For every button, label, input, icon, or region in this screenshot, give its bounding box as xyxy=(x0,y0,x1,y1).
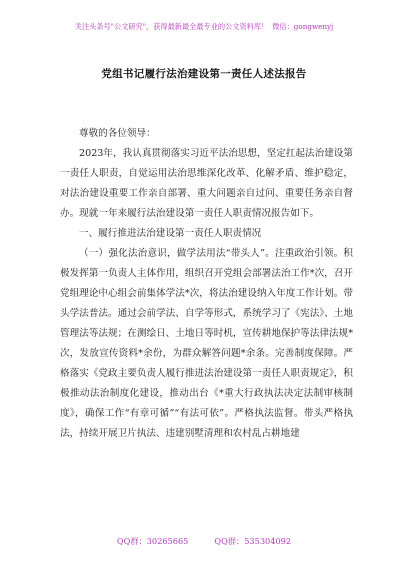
footer-qq-group-1: QQ群：30265665 xyxy=(116,536,189,546)
header-banner xyxy=(0,22,408,32)
paragraph-section-1: （一）强化法治意识，做学法用法“带头人”。注重政治引领。积极发挥第一负责人主体作用，组织召开党组会部署法治工作*次，召开党组理论中心组会前集体学法*次，将法治建设纳入年度工作计划。带头学法普法。通过会前学法、自学等形式，系统学习了《宪法》、土地管理法等法规；在测绘日、土地日等时机，宣传耕地保护等法律法规*次，发放宣传资料*余份，为群众解答问题*余条。完善制度保障。严格落实《党政主要负责人履行推进法治建设第一责任人职责规定》，积极推动法治制度化建设，推动出台《*重大行政执法决定法制审核制度》，确保工作“有章可循”“有法可依”。严格执法监督。带头严格执法，持续开展卫片执法、违建别墅清理和农村乱占耕地建 xyxy=(60,248,353,439)
footer-banner xyxy=(0,536,408,547)
greeting: 尊敬的各位领导： xyxy=(79,128,156,139)
document-title: 党组书记履行法治建设第一责任人述法报告 xyxy=(101,68,307,80)
header-wechat-id: 微信：gongwenyj xyxy=(272,22,334,31)
header-promo-text: 关注头条号"公文研究"，获得最新最全最专业的公文资料库！ xyxy=(74,22,269,31)
paragraph-intro: 2023年，我认真贯彻落实习近平法治思想，坚定扛起法治建设第一责任人职责，自觉运用法治思维深化改革、化解矛盾、维护稳定，对法治建设重要工作亲自部署、重大问题亲自过问、重要任务亲自督办。现就一年来履行法治建设第一责任人职责情况报告如下。 xyxy=(60,148,353,219)
footer-qq-group-2: QQ群：535304092 xyxy=(214,536,292,546)
section-heading: 一、履行推进法治建设第一责任人职责情况 xyxy=(79,228,262,239)
document-body xyxy=(60,124,353,444)
